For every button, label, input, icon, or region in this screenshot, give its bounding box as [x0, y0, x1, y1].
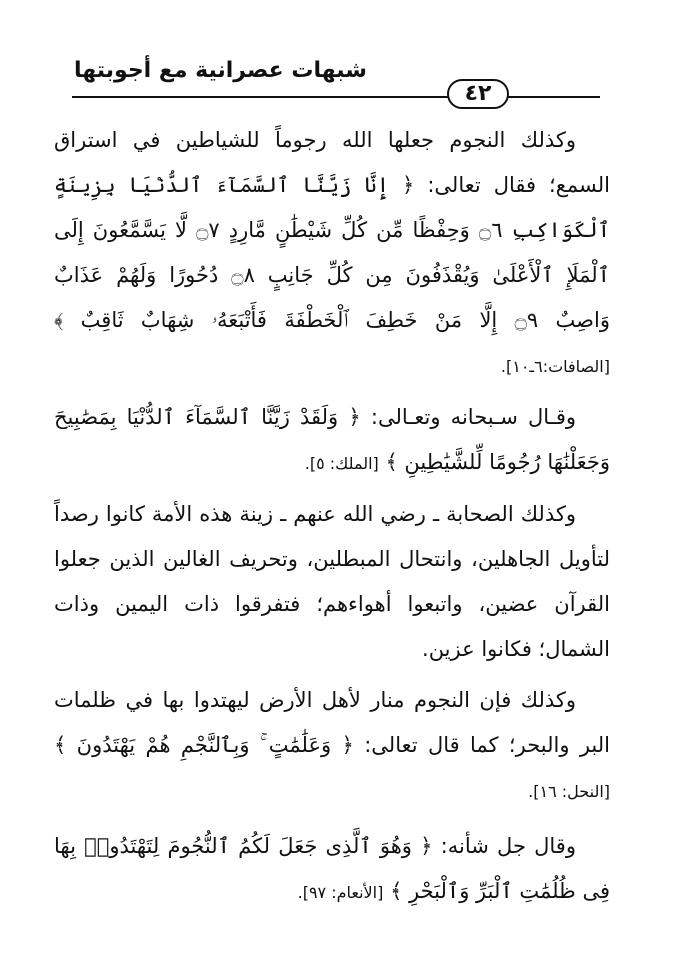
page-body	[54, 118, 610, 921]
verse-reference-5: [الأنعام: ٩٧].	[297, 883, 384, 902]
running-title: شبهات عصرانية مع أجوبتها	[74, 58, 367, 83]
paragraph-5-text: وقال جل شأنه:	[432, 834, 576, 858]
paragraph-2	[54, 395, 610, 486]
paragraph-3	[54, 492, 610, 672]
paragraph-3-text: وكذلك الصحابة ـ رضي الله عنهم ـ زينة هذه الأمة كانوا رصداً لتأويل الجاهلين، وانتحال المبطلين، وتحريف الغالين الذين جعلوا القرآن عضين، واتبعوا أهواءهم؛ فتفرقوا ذات اليمين وذات الشمال؛ فكانوا عزين.	[54, 502, 610, 661]
page-number: ٤٢	[464, 81, 492, 106]
verse-reference-1: [الصافات:٦ـ١٠].	[500, 357, 610, 376]
quran-quote-1: ﴿ إِنَّا زَيَّنَّا ٱلسَّمَآءَ ٱلدُّنْيَا بِزِينَةٍ ٱلْكَوَاكِبِ ۝٦ وَحِفْظًا مِّن كُلِّ شَيْطَٰنٍ مَّارِدٍ ۝٧ لَّا يَسَّمَّعُونَ إِلَى ٱلْمَلَإِ ٱلْأَعْلَىٰ وَيُقْذَفُونَ مِن كُلِّ جَانِبٍ ۝٨ دُحُورًا وَلَهُمْ عَذَابٌ وَاصِبٌ ۝٩ إِلَّا مَنْ خَطِفَ ٱلْخَطْفَةَ فَأَتْبَعَهُۥ شِهَابٌ ثَاقِبٌ ﴾	[54, 173, 610, 332]
paragraph-1	[54, 118, 610, 389]
paragraph-4	[54, 678, 610, 814]
verse-reference-4: [النحل: ١٦].	[528, 782, 610, 801]
paragraph-5	[54, 824, 610, 915]
paragraph-1-text: وكذلك النجوم جعلها الله رجوماً للشياطين في استراق السمع؛ فقال تعالى:	[54, 128, 610, 197]
page-header	[0, 0, 674, 112]
quran-quote-5: ﴿ وَهُوَ ٱلَّذِى جَعَلَ لَكُمُ ٱلنُّجُومَ لِتَهْتَدُوا۟ بِهَا فِى ظُلُمَٰتِ ٱلْبَرِّ وَٱلْبَحْرِ ﴾	[54, 834, 610, 903]
paragraph-2-text: وقـال سـبحانه وتعـالى:	[360, 405, 576, 429]
verse-reference-2: [الملك: ٥].	[304, 454, 379, 473]
quran-quote-2: ﴿ وَلَقَدْ زَيَّنَّا ٱلسَّمَآءَ ٱلدُّنْيَا بِمَصَٰبِيحَ وَجَعَلْنَٰهَا رُجُومًا لِّلشَّيَٰطِينِ ﴾	[54, 405, 610, 474]
paragraph-4-text: وكذلك فإن النجوم منار لأهل الأرض ليهتدوا بها في ظلمات البر والبحر؛ كما قال تعالى:	[54, 688, 610, 757]
header-rule	[72, 96, 600, 98]
quran-quote-4: ﴿ وَعَلَٰمَٰتٍ ۚ وَبِٱلنَّجْمِ هُمْ يَهْتَدُونَ ﴾	[54, 733, 354, 757]
